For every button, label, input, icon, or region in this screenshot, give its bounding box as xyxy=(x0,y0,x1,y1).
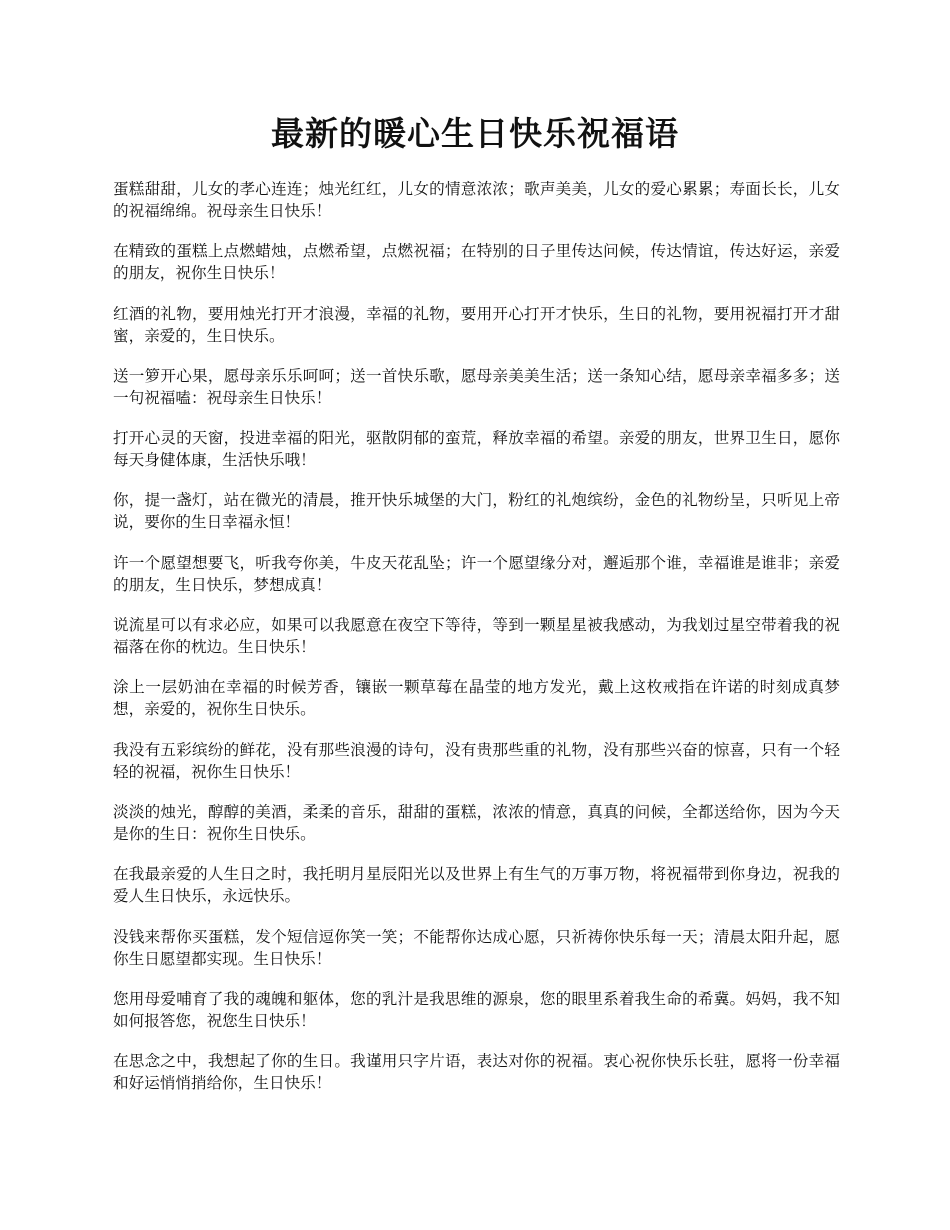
document-body xyxy=(113,178,840,1112)
paragraph: 在我最亲爱的人生日之时，我托明月星辰阳光以及世界上有生气的万事万物，将祝福带到你身边，祝我的爱人生日快乐，永远快乐。 xyxy=(113,865,840,906)
paragraph: 送一箩开心果，愿母亲乐乐呵呵；送一首快乐歌，愿母亲美美生活；送一条知心结，愿母亲幸福多多；送一句祝福嗑：祝母亲生日快乐！ xyxy=(113,366,840,407)
paragraph: 涂上一层奶油在幸福的时候芳香，镶嵌一颗草莓在晶莹的地方发光，戴上这枚戒指在许诺的时刻成真梦想，亲爱的，祝你生日快乐。 xyxy=(113,678,840,719)
paragraph: 我没有五彩缤纷的鲜花，没有那些浪漫的诗句，没有贵那些重的礼物，没有那些兴奋的惊喜，只有一个轻轻的祝福，祝你生日快乐！ xyxy=(113,740,840,781)
paragraph: 打开心灵的天窗，投进幸福的阳光，驱散阴郁的蛮荒，释放幸福的希望。亲爱的朋友，世界卫生日，愿你每天身健体康，生活快乐哦！ xyxy=(113,429,840,470)
paragraph: 你，提一盏灯，站在微光的清晨，推开快乐城堡的大门，粉红的礼炮缤纷，金色的礼物纷呈，只听见上帝说，要你的生日幸福永恒！ xyxy=(113,491,840,532)
paragraph: 蛋糕甜甜，儿女的孝心连连；烛光红红，儿女的情意浓浓；歌声美美，儿女的爱心累累；寿面长长，儿女的祝福绵绵。祝母亲生日快乐！ xyxy=(113,180,840,220)
paragraph: 没钱来帮你买蛋糕，发个短信逗你笑一笑；不能帮你达成心愿，只祈祷你快乐每一天；清晨太阳升起，愿你生日愿望都实现。生日快乐！ xyxy=(113,927,840,968)
paragraph: 在精致的蛋糕上点燃蜡烛，点燃希望，点燃祝福；在特别的日子里传达问候，传达情谊，传达好运，亲爱的朋友，祝你生日快乐！ xyxy=(113,242,840,283)
paragraph: 红酒的礼物，要用烛光打开才浪漫，幸福的礼物，要用开心打开才快乐，生日的礼物，要用祝福打开才甜蜜，亲爱的，生日快乐。 xyxy=(113,304,840,345)
paragraph: 许一个愿望想要飞，听我夸你美，牛皮天花乱坠；许一个愿望缘分对，邂逅那个谁，幸福谁是谁非；亲爱的朋友，生日快乐，梦想成真！ xyxy=(113,553,840,594)
paragraph: 您用母爱哺育了我的魂魄和躯体，您的乳汁是我思维的源泉，您的眼里系着我生命的希冀。妈妈，我不知如何报答您，祝您生日快乐！ xyxy=(113,989,840,1030)
paragraph: 淡淡的烛光，醇醇的美酒，柔柔的音乐，甜甜的蛋糕，浓浓的情意，真真的问候，全都送给你，因为今天是你的生日：祝你生日快乐。 xyxy=(113,802,840,843)
page-title: 最新的暖心生日快乐祝福语 xyxy=(271,114,679,153)
paragraph: 在思念之中，我想起了你的生日。我谨用只字片语，表达对你的祝福。衷心祝你快乐长驻，愿将一份幸福和好运悄悄捎给你，生日快乐！ xyxy=(113,1052,840,1093)
paragraph: 说流星可以有求必应，如果可以我愿意在夜空下等待，等到一颗星星被我感动，为我划过星空带着我的祝福落在你的枕边。生日快乐！ xyxy=(113,616,840,657)
